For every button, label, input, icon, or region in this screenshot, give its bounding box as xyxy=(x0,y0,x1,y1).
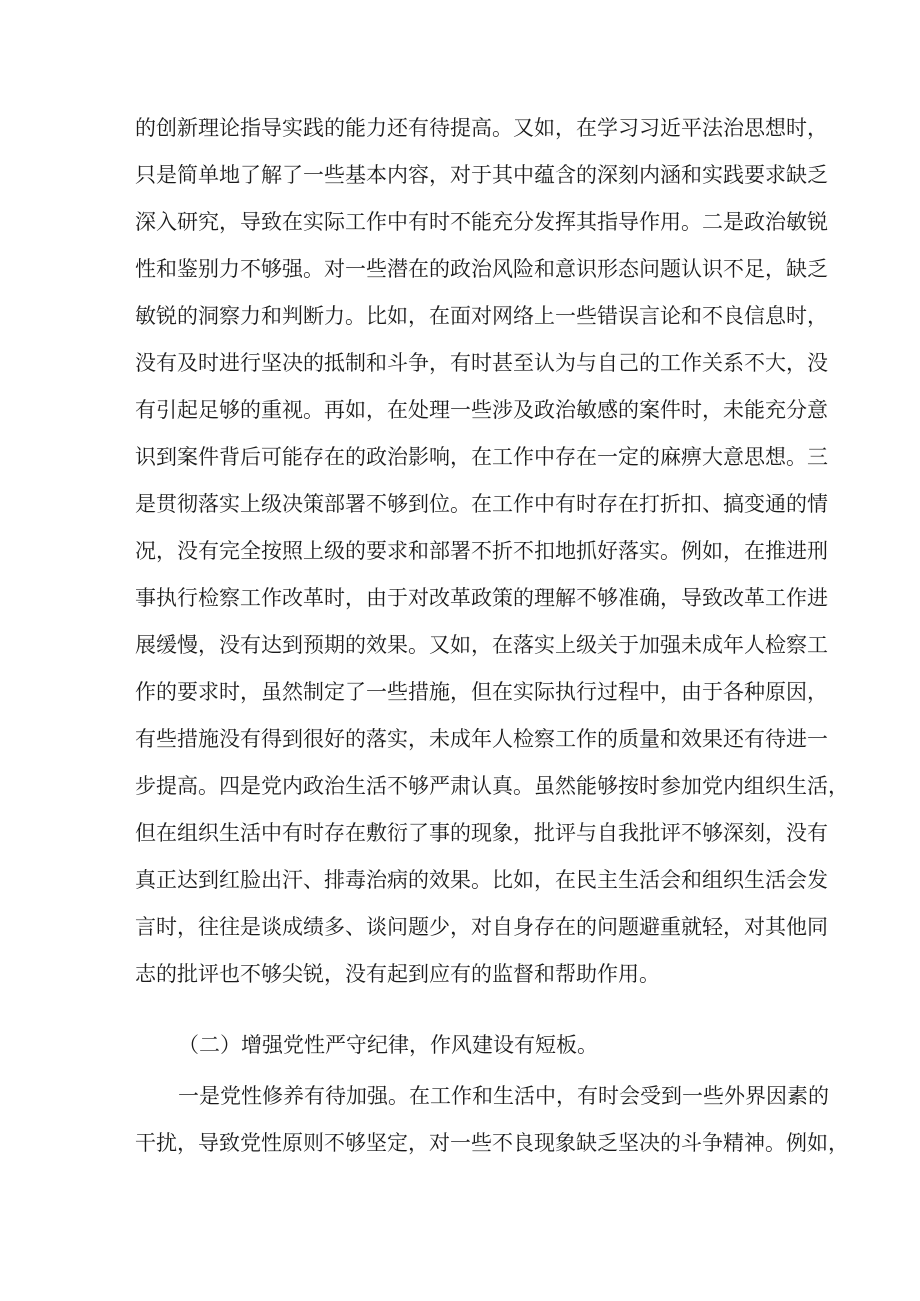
paragraph-line: 敏锐的洞察力和判断力。比如，在面对网络上一些错误言论和不良信息时， xyxy=(135,304,828,328)
paragraph-line: 步提高。四是党内政治生活不够严肃认真。虽然能够按时参加党内组织生活， xyxy=(135,774,849,798)
paragraph-line: 干扰，导致党性原则不够坚定，对一些不良现象缺乏坚决的斗争精神。例如， xyxy=(135,1131,849,1155)
paragraph-line: 事执行检察工作改革时，由于对改革政策的理解不够准确，导致改革工作进 xyxy=(135,586,828,610)
paragraph-line: 况，没有完全按照上级的要求和部署不折不扣地抓好落实。例如，在推进刑 xyxy=(135,539,828,563)
paragraph-line: 没有及时进行坚决的抵制和斗争，有时甚至认为与自己的工作关系不大，没 xyxy=(135,351,828,375)
paragraph-line: 识到案件背后可能存在的政治影响，在工作中存在一定的麻痹大意思想。三 xyxy=(135,445,828,469)
paragraph-line: 的创新理论指导实践的能力还有待提高。又如，在学习习近平法治思想时， xyxy=(135,116,828,140)
paragraph-line: 深入研究，导致在实际工作中有时不能充分发挥其指导作用。二是政治敏锐 xyxy=(135,210,828,234)
paragraph-line: 但在组织生活中有时存在敷衍了事的现象，批评与自我批评不够深刻，没有 xyxy=(135,821,828,845)
paragraph-line: 真正达到红脸出汗、排毒治病的效果。比如，在民主生活会和组织生活会发 xyxy=(135,868,828,892)
paragraph-line: 是贯彻落实上级决策部署不够到位。在工作中有时存在打折扣、搞变通的情 xyxy=(135,492,828,516)
paragraph-line: 只是简单地了解了一些基本内容，对于其中蕴含的深刻内涵和实践要求缺乏 xyxy=(135,163,828,187)
paragraph-line: 一是党性修养有待加强。在工作和生活中，有时会受到一些外界因素的 xyxy=(178,1084,829,1108)
paragraph-line: 有引起足够的重视。再如，在处理一些涉及政治敏感的案件时，未能充分意 xyxy=(135,398,828,422)
paragraph-line: 展缓慢，没有达到预期的效果。又如，在落实上级关于加强未成年人检察工 xyxy=(135,633,828,657)
paragraph-line: 性和鉴别力不够强。对一些潜在的政治风险和意识形态问题认识不足，缺乏 xyxy=(135,257,828,281)
paragraph-line: 有些措施没有得到很好的落实，未成年人检察工作的质量和效果还有待进一 xyxy=(135,727,828,751)
paragraph-line: 言时，往往是谈成绩多、谈问题少，对自身存在的问题避重就轻，对其他同 xyxy=(135,915,828,939)
paragraph-line: 作的要求时，虽然制定了一些措施，但在实际执行过程中，由于各种原因， xyxy=(135,680,828,704)
paragraph-line: 志的批评也不够尖锐，没有起到应有的监督和帮助作用。 xyxy=(135,962,660,986)
section-heading: （二）增强党性严守纪律，作风建设有短板。 xyxy=(178,1033,598,1057)
